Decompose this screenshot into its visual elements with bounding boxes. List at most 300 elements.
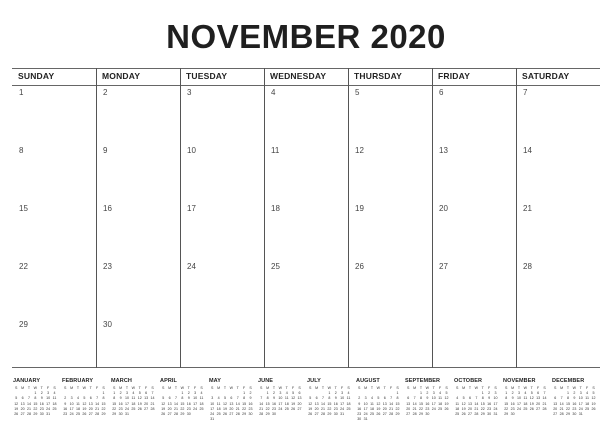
mini-day: 7 bbox=[27, 396, 30, 401]
mini-weekday-initial: S bbox=[396, 386, 399, 390]
mini-day: 24 bbox=[363, 412, 368, 417]
mini-day: 1 bbox=[243, 391, 246, 396]
mini-day: 1 bbox=[181, 391, 184, 396]
mini-day: 8 bbox=[181, 396, 184, 401]
day-cell-number[interactable]: 21 bbox=[523, 204, 532, 213]
mini-day: 26 bbox=[444, 406, 449, 411]
mini-day: 19 bbox=[291, 401, 296, 406]
mini-day: 2 bbox=[119, 391, 122, 396]
mini-day: 17 bbox=[193, 401, 198, 406]
mini-day: 13 bbox=[406, 401, 411, 406]
mini-day: 1 bbox=[266, 391, 269, 396]
day-cell-number[interactable]: 23 bbox=[103, 262, 112, 271]
mini-day: 24 bbox=[578, 406, 583, 411]
mini-day: 7 bbox=[413, 396, 416, 401]
day-cell-number[interactable]: 5 bbox=[355, 88, 360, 97]
mini-month-april bbox=[160, 378, 206, 417]
mini-day: 10 bbox=[578, 396, 583, 401]
mini-day: 3 bbox=[211, 396, 214, 401]
mini-day: 2 bbox=[249, 391, 252, 396]
day-cell-number[interactable]: 24 bbox=[187, 262, 196, 271]
mini-day: 13 bbox=[553, 401, 558, 406]
mini-day: 8 bbox=[102, 396, 105, 401]
mini-weekday-initial: W bbox=[180, 386, 185, 390]
mini-day: 14 bbox=[173, 401, 178, 406]
mini-day: 20 bbox=[20, 406, 25, 411]
mini-day: 19 bbox=[591, 401, 596, 406]
mini-weekday-initial: S bbox=[298, 386, 301, 390]
mini-day: 3 bbox=[364, 396, 367, 401]
mini-day: 2 bbox=[511, 391, 514, 396]
mini-month-name: APRIL bbox=[160, 378, 177, 384]
mini-day: 4 bbox=[524, 391, 527, 396]
day-cell-number[interactable]: 20 bbox=[439, 204, 448, 213]
mini-day: 11 bbox=[455, 401, 460, 406]
mini-day bbox=[541, 412, 547, 417]
mini-day: 21 bbox=[259, 406, 264, 411]
weekday-header-tuesday: TUESDAY bbox=[186, 71, 228, 81]
mini-day: 27 bbox=[467, 412, 472, 417]
mini-day: 29 bbox=[33, 412, 38, 417]
day-cell-number[interactable]: 19 bbox=[355, 204, 364, 213]
mini-day: 27 bbox=[88, 412, 93, 417]
mini-day: 15 bbox=[33, 401, 38, 406]
mini-month-name: FEBRUARY bbox=[62, 378, 94, 384]
mini-weekday-initial: M bbox=[315, 386, 319, 390]
mini-day: 26 bbox=[461, 412, 466, 417]
mini-weekday-initial: M bbox=[560, 386, 564, 390]
mini-day: 28 bbox=[173, 412, 178, 417]
mini-day: 30 bbox=[186, 412, 191, 417]
mini-day: 17 bbox=[210, 406, 215, 411]
mini-day: 21 bbox=[542, 401, 547, 406]
mini-day: 18 bbox=[216, 406, 221, 411]
mini-day: 10 bbox=[210, 401, 215, 406]
day-cell-number[interactable]: 7 bbox=[523, 88, 528, 97]
day-cell-number[interactable]: 4 bbox=[271, 88, 276, 97]
mini-day: 25 bbox=[369, 412, 374, 417]
mini-day: 29 bbox=[418, 412, 423, 417]
mini-day: 27 bbox=[167, 412, 172, 417]
page-title: NOVEMBER 2020 bbox=[166, 18, 446, 55]
mini-weekday-initial: T bbox=[223, 386, 227, 390]
mini-month-name: OCTOBER bbox=[454, 378, 483, 384]
day-cell-number[interactable]: 16 bbox=[103, 204, 112, 213]
mini-day: 27 bbox=[314, 412, 319, 417]
mini-day: 15 bbox=[418, 401, 423, 406]
mini-day: 21 bbox=[474, 406, 479, 411]
mini-weekday-initial: S bbox=[504, 386, 508, 390]
mini-day: 6 bbox=[298, 391, 301, 396]
column-divider bbox=[432, 68, 433, 368]
mini-weekday-initial: F bbox=[194, 386, 197, 390]
mini-day: 16 bbox=[572, 401, 577, 406]
mini-day: 16 bbox=[357, 406, 362, 411]
day-cell-number[interactable]: 11 bbox=[271, 146, 280, 155]
day-cell-number[interactable]: 27 bbox=[439, 262, 448, 271]
mini-day: 29 bbox=[395, 412, 400, 417]
mini-day: 21 bbox=[412, 406, 417, 411]
mini-month-name: MARCH bbox=[111, 378, 132, 384]
grid-top-rule bbox=[12, 68, 600, 69]
mini-day: 27 bbox=[144, 406, 149, 411]
mini-day: 22 bbox=[112, 406, 117, 411]
mini-day: 31 bbox=[578, 412, 583, 417]
mini-day: 21 bbox=[235, 406, 240, 411]
mini-day: 14 bbox=[389, 401, 394, 406]
mini-weekday-initial: S bbox=[347, 386, 350, 390]
mini-weekday-initial: T bbox=[27, 386, 31, 390]
mini-day: 16 bbox=[39, 401, 44, 406]
mini-day: 23 bbox=[39, 406, 44, 411]
mini-weekday-initial: S bbox=[112, 386, 116, 390]
mini-day: 11 bbox=[284, 396, 289, 401]
mini-weekday-initial: S bbox=[553, 386, 557, 390]
mini-day: 25 bbox=[346, 406, 351, 411]
mini-day: 29 bbox=[565, 412, 570, 417]
mini-weekday-initial: S bbox=[200, 386, 203, 390]
mini-day: 1 bbox=[113, 391, 116, 396]
mini-weekday-initial: T bbox=[321, 386, 325, 390]
mini-day: 8 bbox=[34, 396, 37, 401]
weekday-header-monday: MONDAY bbox=[102, 71, 141, 81]
day-cell-number[interactable]: 25 bbox=[271, 262, 280, 271]
mini-day: 16 bbox=[63, 406, 68, 411]
mini-day: 18 bbox=[369, 406, 374, 411]
mini-day: 7 bbox=[543, 391, 546, 396]
day-cell-number[interactable]: 22 bbox=[19, 262, 28, 271]
mini-day: 2 bbox=[573, 391, 576, 396]
mini-day bbox=[198, 412, 204, 417]
day-cell-number[interactable]: 12 bbox=[355, 146, 364, 155]
mini-day: 6 bbox=[168, 396, 171, 401]
mini-day: 14 bbox=[474, 401, 479, 406]
weekday-header-wednesday: WEDNESDAY bbox=[270, 71, 327, 81]
mini-weekday-initial: S bbox=[14, 386, 18, 390]
mini-day: 31 bbox=[493, 412, 498, 417]
mini-day: 19 bbox=[222, 406, 227, 411]
mini-day: 5 bbox=[138, 391, 141, 396]
mini-weekday-initial: T bbox=[187, 386, 190, 390]
mini-weekday-initial: T bbox=[125, 386, 129, 390]
mini-day: 17 bbox=[46, 401, 51, 406]
mini-day: 25 bbox=[131, 406, 136, 411]
mini-day: 14 bbox=[95, 401, 100, 406]
mini-day: 10 bbox=[46, 396, 51, 401]
day-cell-number[interactable]: 9 bbox=[103, 146, 108, 155]
mini-day: 10 bbox=[69, 401, 74, 406]
mini-day: 3 bbox=[517, 391, 520, 396]
mini-day: 5 bbox=[377, 396, 380, 401]
mini-day: 11 bbox=[131, 396, 136, 401]
day-cell-number[interactable]: 2 bbox=[103, 88, 108, 97]
mini-day: 23 bbox=[333, 406, 338, 411]
mini-day: 8 bbox=[113, 396, 116, 401]
mini-day: 21 bbox=[320, 406, 325, 411]
mini-day: 20 bbox=[229, 406, 234, 411]
mini-day: 27 bbox=[297, 406, 302, 411]
mini-day: 11 bbox=[199, 396, 204, 401]
mini-day: 28 bbox=[412, 412, 417, 417]
mini-day: 23 bbox=[572, 406, 577, 411]
mini-month-name: JANUARY bbox=[13, 378, 41, 384]
mini-day: 5 bbox=[592, 391, 595, 396]
mini-day: 5 bbox=[83, 396, 86, 401]
day-cell-number[interactable]: 15 bbox=[19, 204, 28, 213]
mini-day: 1 bbox=[328, 391, 331, 396]
day-cell-number[interactable]: 30 bbox=[103, 320, 112, 329]
mini-day: 14 bbox=[259, 401, 264, 406]
mini-weekday-initial: M bbox=[413, 386, 417, 390]
mini-day: 5 bbox=[223, 396, 226, 401]
mini-month-table bbox=[307, 386, 352, 417]
mini-day: 3 bbox=[341, 391, 344, 396]
mini-day: 24 bbox=[46, 406, 51, 411]
mini-day: 1 bbox=[102, 391, 105, 396]
day-cell-number[interactable]: 14 bbox=[523, 146, 532, 155]
mini-day: 11 bbox=[52, 396, 57, 401]
mini-day: 7 bbox=[390, 396, 393, 401]
mini-day: 25 bbox=[284, 406, 289, 411]
day-cell-number[interactable]: 28 bbox=[523, 262, 532, 271]
mini-weekday-initial: T bbox=[334, 386, 337, 390]
mini-day: 28 bbox=[95, 412, 100, 417]
weekday-header-friday: FRIDAY bbox=[438, 71, 471, 81]
mini-day: 5 bbox=[462, 396, 465, 401]
mini-day: 24 bbox=[340, 406, 345, 411]
mini-weekday-initial: T bbox=[530, 386, 533, 390]
mini-day: 13 bbox=[20, 401, 25, 406]
mini-day: 22 bbox=[565, 406, 570, 411]
mini-day: 19 bbox=[137, 401, 142, 406]
mini-day: 6 bbox=[383, 396, 386, 401]
mini-day: 8 bbox=[328, 396, 331, 401]
mini-day: 30 bbox=[271, 412, 276, 417]
mini-weekday-initial: M bbox=[217, 386, 221, 390]
mini-day: 14 bbox=[26, 401, 31, 406]
mini-day: 12 bbox=[376, 401, 381, 406]
mini-day: 4 bbox=[132, 391, 135, 396]
mini-day: 15 bbox=[565, 401, 570, 406]
mini-weekday-initial: M bbox=[21, 386, 25, 390]
mini-day: 13 bbox=[144, 396, 149, 401]
mini-day: 25 bbox=[216, 412, 221, 417]
mini-day: 3 bbox=[194, 391, 197, 396]
mini-day: 27 bbox=[553, 412, 558, 417]
day-cell-number[interactable]: 13 bbox=[439, 146, 448, 155]
mini-weekday-initial: W bbox=[474, 386, 479, 390]
mini-day: 11 bbox=[585, 396, 590, 401]
mini-month-july bbox=[307, 378, 353, 417]
mini-day: 8 bbox=[419, 396, 422, 401]
mini-day: 6 bbox=[230, 396, 233, 401]
mini-month-name: SEPTEMBER bbox=[405, 378, 441, 384]
mini-month-table bbox=[356, 386, 401, 422]
mini-day: 19 bbox=[14, 406, 19, 411]
mini-day: 12 bbox=[82, 401, 87, 406]
mini-day: 22 bbox=[265, 406, 270, 411]
mini-day bbox=[247, 417, 253, 422]
mini-day: 27 bbox=[536, 406, 541, 411]
mini-day: 10 bbox=[278, 396, 283, 401]
mini-day: 4 bbox=[200, 391, 203, 396]
day-cell-number[interactable]: 18 bbox=[271, 204, 280, 213]
mini-day: 27 bbox=[406, 412, 411, 417]
mini-weekday-initial: F bbox=[47, 386, 50, 390]
mini-day: 10 bbox=[493, 396, 498, 401]
mini-day: 25 bbox=[585, 406, 590, 411]
mini-day: 22 bbox=[33, 406, 38, 411]
mini-day: 31 bbox=[210, 417, 215, 422]
mini-day: 4 bbox=[370, 396, 373, 401]
mini-day: 13 bbox=[88, 401, 93, 406]
column-divider bbox=[96, 68, 97, 368]
mini-day: 6 bbox=[407, 396, 410, 401]
mini-day: 22 bbox=[101, 406, 106, 411]
mini-weekday-initial: S bbox=[308, 386, 312, 390]
mini-day: 20 bbox=[297, 401, 302, 406]
mini-day: 26 bbox=[591, 406, 596, 411]
day-cell-number[interactable]: 3 bbox=[187, 88, 192, 97]
mini-day: 24 bbox=[431, 406, 436, 411]
mini-day: 6 bbox=[537, 391, 540, 396]
mini-day: 20 bbox=[536, 401, 541, 406]
mini-weekday-initial: T bbox=[285, 386, 288, 390]
mini-month-november bbox=[503, 378, 549, 417]
day-cell-number[interactable]: 26 bbox=[355, 262, 364, 271]
mini-day: 2 bbox=[358, 396, 361, 401]
mini-day: 6 bbox=[21, 396, 24, 401]
mini-weekday-initial: F bbox=[488, 386, 491, 390]
day-cell-number[interactable]: 6 bbox=[439, 88, 444, 97]
mini-day: 16 bbox=[186, 401, 191, 406]
mini-weekday-initial: W bbox=[572, 386, 577, 390]
mini-day: 24 bbox=[69, 412, 74, 417]
mini-day: 15 bbox=[504, 401, 509, 406]
mini-day: 23 bbox=[425, 406, 430, 411]
mini-day: 15 bbox=[265, 401, 270, 406]
mini-day: 17 bbox=[124, 401, 129, 406]
mini-day: 29 bbox=[180, 412, 185, 417]
mini-day: 7 bbox=[475, 396, 478, 401]
mini-day: 16 bbox=[425, 401, 430, 406]
mini-month-name: MAY bbox=[209, 378, 222, 384]
mini-day: 17 bbox=[363, 406, 368, 411]
mini-day: 19 bbox=[529, 401, 534, 406]
mini-weekday-initial: T bbox=[383, 386, 386, 390]
mini-weekday-initial: F bbox=[96, 386, 99, 390]
day-cell-number[interactable]: 8 bbox=[19, 146, 24, 155]
mini-weekday-initial: S bbox=[494, 386, 497, 390]
mini-day: 12 bbox=[444, 396, 449, 401]
mini-day: 12 bbox=[14, 401, 19, 406]
mini-weekday-initial: F bbox=[243, 386, 246, 390]
mini-weekday-initial: S bbox=[445, 386, 448, 390]
mini-day: 8 bbox=[481, 396, 484, 401]
mini-day: 2 bbox=[272, 391, 275, 396]
mini-weekday-initial: W bbox=[327, 386, 332, 390]
mini-day: 15 bbox=[112, 401, 117, 406]
mini-day: 2 bbox=[40, 391, 43, 396]
mini-day: 26 bbox=[82, 412, 87, 417]
mini-weekday-initial: W bbox=[523, 386, 528, 390]
mini-day: 26 bbox=[161, 412, 166, 417]
mini-day: 15 bbox=[327, 401, 332, 406]
mini-day: 26 bbox=[222, 412, 227, 417]
mini-day: 12 bbox=[137, 396, 142, 401]
mini-day: 9 bbox=[488, 396, 491, 401]
mini-weekday-initial: F bbox=[390, 386, 393, 390]
mini-weekday-initial: F bbox=[341, 386, 344, 390]
mini-day: 24 bbox=[516, 406, 521, 411]
mini-weekday-initial: S bbox=[53, 386, 56, 390]
mini-weekday-initial: T bbox=[566, 386, 570, 390]
mini-day: 23 bbox=[186, 406, 191, 411]
mini-month-name: JUNE bbox=[258, 378, 274, 384]
mini-weekday-initial: M bbox=[364, 386, 368, 390]
mini-day: 18 bbox=[131, 401, 136, 406]
day-cell-number[interactable]: 17 bbox=[187, 204, 196, 213]
mini-day: 9 bbox=[64, 401, 67, 406]
mini-day: 18 bbox=[455, 406, 460, 411]
mini-day: 26 bbox=[308, 412, 313, 417]
mini-month-may bbox=[209, 378, 255, 422]
mini-day: 27 bbox=[382, 412, 387, 417]
mini-day bbox=[51, 412, 57, 417]
mini-day: 26 bbox=[14, 412, 19, 417]
weekday-header-saturday: SATURDAY bbox=[522, 71, 570, 81]
mini-weekday-initial: W bbox=[82, 386, 87, 390]
day-cell-number[interactable]: 10 bbox=[187, 146, 196, 155]
mini-day: 20 bbox=[553, 406, 558, 411]
mini-day: 23 bbox=[510, 406, 515, 411]
mini-day: 7 bbox=[260, 396, 263, 401]
mini-day: 7 bbox=[321, 396, 324, 401]
mini-weekday-initial: M bbox=[119, 386, 123, 390]
mini-weekday-initial: F bbox=[439, 386, 442, 390]
mini-day: 29 bbox=[480, 412, 485, 417]
year-overview bbox=[12, 378, 600, 424]
mini-day: 8 bbox=[505, 396, 508, 401]
mini-day: 18 bbox=[52, 401, 57, 406]
mini-day: 18 bbox=[199, 401, 204, 406]
mini-weekday-initial: T bbox=[432, 386, 435, 390]
mini-day bbox=[296, 412, 302, 417]
mini-day: 21 bbox=[26, 406, 31, 411]
mini-day: 3 bbox=[494, 391, 497, 396]
mini-day: 24 bbox=[124, 406, 129, 411]
day-cell-number[interactable]: 29 bbox=[19, 320, 28, 329]
mini-month-june bbox=[258, 378, 304, 417]
mini-weekday-initial: T bbox=[481, 386, 484, 390]
mini-month-table bbox=[405, 386, 450, 417]
mini-day: 31 bbox=[340, 412, 345, 417]
day-cell-number[interactable]: 1 bbox=[19, 88, 24, 97]
mini-day: 3 bbox=[279, 391, 282, 396]
mini-weekday-initial: S bbox=[406, 386, 410, 390]
mini-day: 3 bbox=[47, 391, 50, 396]
mini-day: 6 bbox=[468, 396, 471, 401]
mini-weekday-initial: S bbox=[357, 386, 361, 390]
mini-day: 16 bbox=[271, 401, 276, 406]
mini-day: 10 bbox=[363, 401, 368, 406]
mini-day: 11 bbox=[438, 396, 443, 401]
mini-weekday-initial: W bbox=[376, 386, 381, 390]
mini-day: 21 bbox=[559, 406, 564, 411]
mini-weekday-initial: S bbox=[249, 386, 252, 390]
mini-day: 30 bbox=[487, 412, 492, 417]
mini-day: 10 bbox=[516, 396, 521, 401]
